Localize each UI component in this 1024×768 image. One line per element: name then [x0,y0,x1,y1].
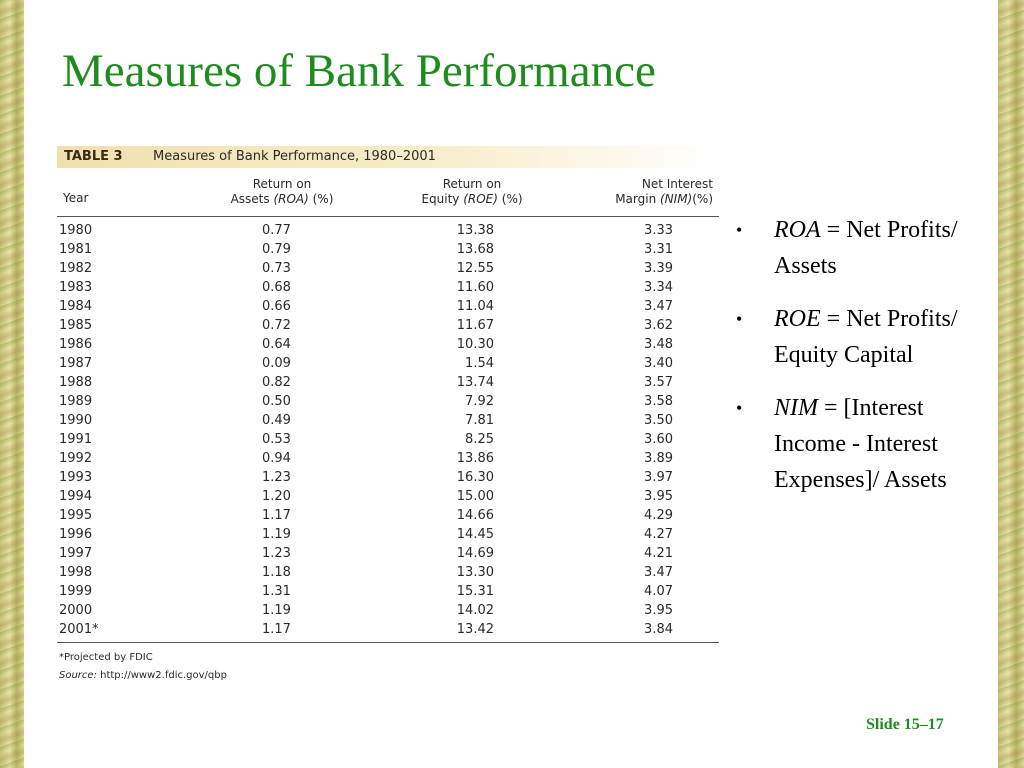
table-row [57,373,719,392]
table-row [57,259,719,278]
table-row [57,468,719,487]
bullet-definition: = Net Profits/ Equity Capital [774,306,958,368]
cell-roa: 0.50 [262,394,291,409]
cell-year: 1997 [59,546,93,561]
header-nim-line2-post: (%) [692,192,713,206]
cell-roe: 15.00 [456,489,494,504]
cell-roe: 13.30 [456,565,494,580]
cell-roa: 1.31 [262,584,291,599]
cell-year: 1993 [59,470,93,485]
header-roe [412,177,532,207]
bullet-dot-icon: • [736,309,743,329]
cell-nim: 3.33 [644,223,673,238]
cell-roa: 1.18 [262,565,291,580]
table-row [57,487,719,506]
cell-nim: 3.34 [644,280,673,295]
cell-nim: 3.50 [644,413,673,428]
table-row [57,544,719,563]
cell-year: 1989 [59,394,93,409]
header-roe-abbr: (ROE) [463,192,498,206]
cell-nim: 3.97 [644,470,673,485]
bullet-term: ROE [774,306,821,332]
cell-roe: 14.66 [456,508,494,523]
cell-nim: 3.47 [644,299,673,314]
cell-year: 1996 [59,527,93,542]
cell-roa: 0.79 [262,242,291,257]
table-row [57,240,719,259]
header-roe-line2-post: (%) [497,192,523,206]
table-row [57,563,719,582]
cell-roe: 14.02 [456,603,494,618]
table-row [57,506,719,525]
cell-year: 1982 [59,261,93,276]
cell-roa: 0.73 [262,261,291,276]
cell-nim: 4.27 [644,527,673,542]
bullet-definition: = Net Profits/ Assets [774,217,958,279]
header-nim-line2-pre: Margin [615,192,660,206]
cell-roe: 13.86 [456,451,494,466]
cell-year: 1992 [59,451,93,466]
cell-nim: 3.39 [644,261,673,276]
table-header-bar [57,146,719,168]
cell-roe: 13.38 [456,223,494,238]
header-roe-line1: Return on [442,177,502,191]
table-row [57,430,719,449]
bullet-definition: = [Interest Income - Interest Expenses]/ Assets [774,395,947,493]
source-label: Source: [59,670,97,681]
cell-nim: 3.58 [644,394,673,409]
header-nim-abbr: (NIM) [660,192,693,206]
bullet-dot-icon: • [736,220,743,240]
decorative-border-left [0,0,24,768]
cell-roe: 7.92 [465,394,494,409]
table-row [57,354,719,373]
cell-nim: 3.60 [644,432,673,447]
cell-year: 1985 [59,318,93,333]
cell-roe: 13.42 [456,622,494,637]
cell-roe: 10.30 [456,337,494,352]
header-roa [222,177,342,207]
cell-year: 1988 [59,375,93,390]
cell-nim: 4.21 [644,546,673,561]
table-footnote: *Projected by FDIC [59,652,153,663]
cell-roa: 1.23 [262,546,291,561]
bullet-term: ROA [774,217,821,243]
header-roa-line1: Return on [252,177,312,191]
cell-roa: 0.77 [262,223,291,238]
header-nim-line1: Net Interest [641,177,713,191]
cell-roe: 11.67 [456,318,494,333]
table-caption: Measures of Bank Performance, 1980–2001 [153,149,436,164]
cell-roa: 1.17 [262,622,291,637]
cell-nim: 3.57 [644,375,673,390]
cell-nim: 3.89 [644,451,673,466]
table-row [57,278,719,297]
cell-year: 1983 [59,280,93,295]
cell-roe: 11.60 [456,280,494,295]
table-body [57,217,719,639]
cell-year: 1998 [59,565,93,580]
cell-year: 1987 [59,356,93,371]
cell-roa: 0.09 [262,356,291,371]
cell-roa: 0.53 [262,432,291,447]
header-roe-line2-pre: Equity [421,192,464,206]
cell-year: 1990 [59,413,93,428]
cell-nim: 3.84 [644,622,673,637]
column-headers [57,168,719,210]
table-row [57,297,719,316]
bullet-item [736,212,976,284]
slide-title: Measures of Bank Performance [62,45,656,97]
cell-roa: 1.19 [262,527,291,542]
performance-table [57,146,719,681]
table-row [57,221,719,240]
cell-roa: 0.64 [262,337,291,352]
cell-roe: 14.45 [456,527,494,542]
cell-roe: 13.74 [456,375,494,390]
cell-roa: 0.68 [262,280,291,295]
source-url: http://www2.fdic.gov/qbp [96,670,227,681]
cell-roe: 15.31 [456,584,494,599]
cell-nim: 4.07 [644,584,673,599]
header-roa-line2-post: (%) [308,192,334,206]
cell-year: 1984 [59,299,93,314]
cell-roe: 11.04 [456,299,494,314]
cell-roa: 0.94 [262,451,291,466]
table-row [57,620,719,639]
cell-roa: 1.23 [262,470,291,485]
cell-nim: 3.62 [644,318,673,333]
cell-roe: 1.54 [465,356,494,371]
table-label: TABLE 3 [64,149,123,164]
cell-roa: 1.19 [262,603,291,618]
cell-nim: 3.95 [644,603,673,618]
cell-roe: 8.25 [465,432,494,447]
table-row [57,582,719,601]
cell-year: 2001* [59,622,99,637]
cell-year: 1991 [59,432,93,447]
table-source [59,670,719,681]
table-row [57,601,719,620]
cell-year: 1999 [59,584,93,599]
cell-roe: 12.55 [456,261,494,276]
header-nim [587,177,713,207]
bullet-dot-icon: • [736,398,743,418]
table-row [57,392,719,411]
cell-nim: 3.48 [644,337,673,352]
cell-year: 1981 [59,242,93,257]
slide-number: Slide 15–17 [866,716,944,733]
cell-year: 1980 [59,223,93,238]
cell-roa: 1.17 [262,508,291,523]
cell-roa: 1.20 [262,489,291,504]
table-row [57,335,719,354]
cell-roe: 13.68 [456,242,494,257]
table-row [57,525,719,544]
header-roa-line2-pre: Assets [230,192,274,206]
cell-year: 2000 [59,603,93,618]
cell-year: 1994 [59,489,93,504]
cell-nim: 3.95 [644,489,673,504]
cell-roa: 0.49 [262,413,291,428]
table-row [57,411,719,430]
cell-nim: 3.47 [644,565,673,580]
cell-year: 1995 [59,508,93,523]
table-rule-bottom [57,642,719,643]
cell-nim: 3.40 [644,356,673,371]
definition-list [736,212,976,515]
table-row [57,316,719,335]
bullet-item [736,301,976,373]
cell-roe: 16.30 [456,470,494,485]
cell-roa: 0.82 [262,375,291,390]
cell-year: 1986 [59,337,93,352]
table-row [57,449,719,468]
bullet-term: NIM [774,395,818,421]
header-roa-abbr: (ROA) [273,192,309,206]
cell-nim: 3.31 [644,242,673,257]
cell-roe: 14.69 [456,546,494,561]
cell-nim: 4.29 [644,508,673,523]
cell-roe: 7.81 [465,413,494,428]
cell-roa: 0.66 [262,299,291,314]
bullet-item [736,390,976,498]
header-year: Year [63,191,89,205]
cell-roa: 0.72 [262,318,291,333]
decorative-border-right [998,0,1024,768]
